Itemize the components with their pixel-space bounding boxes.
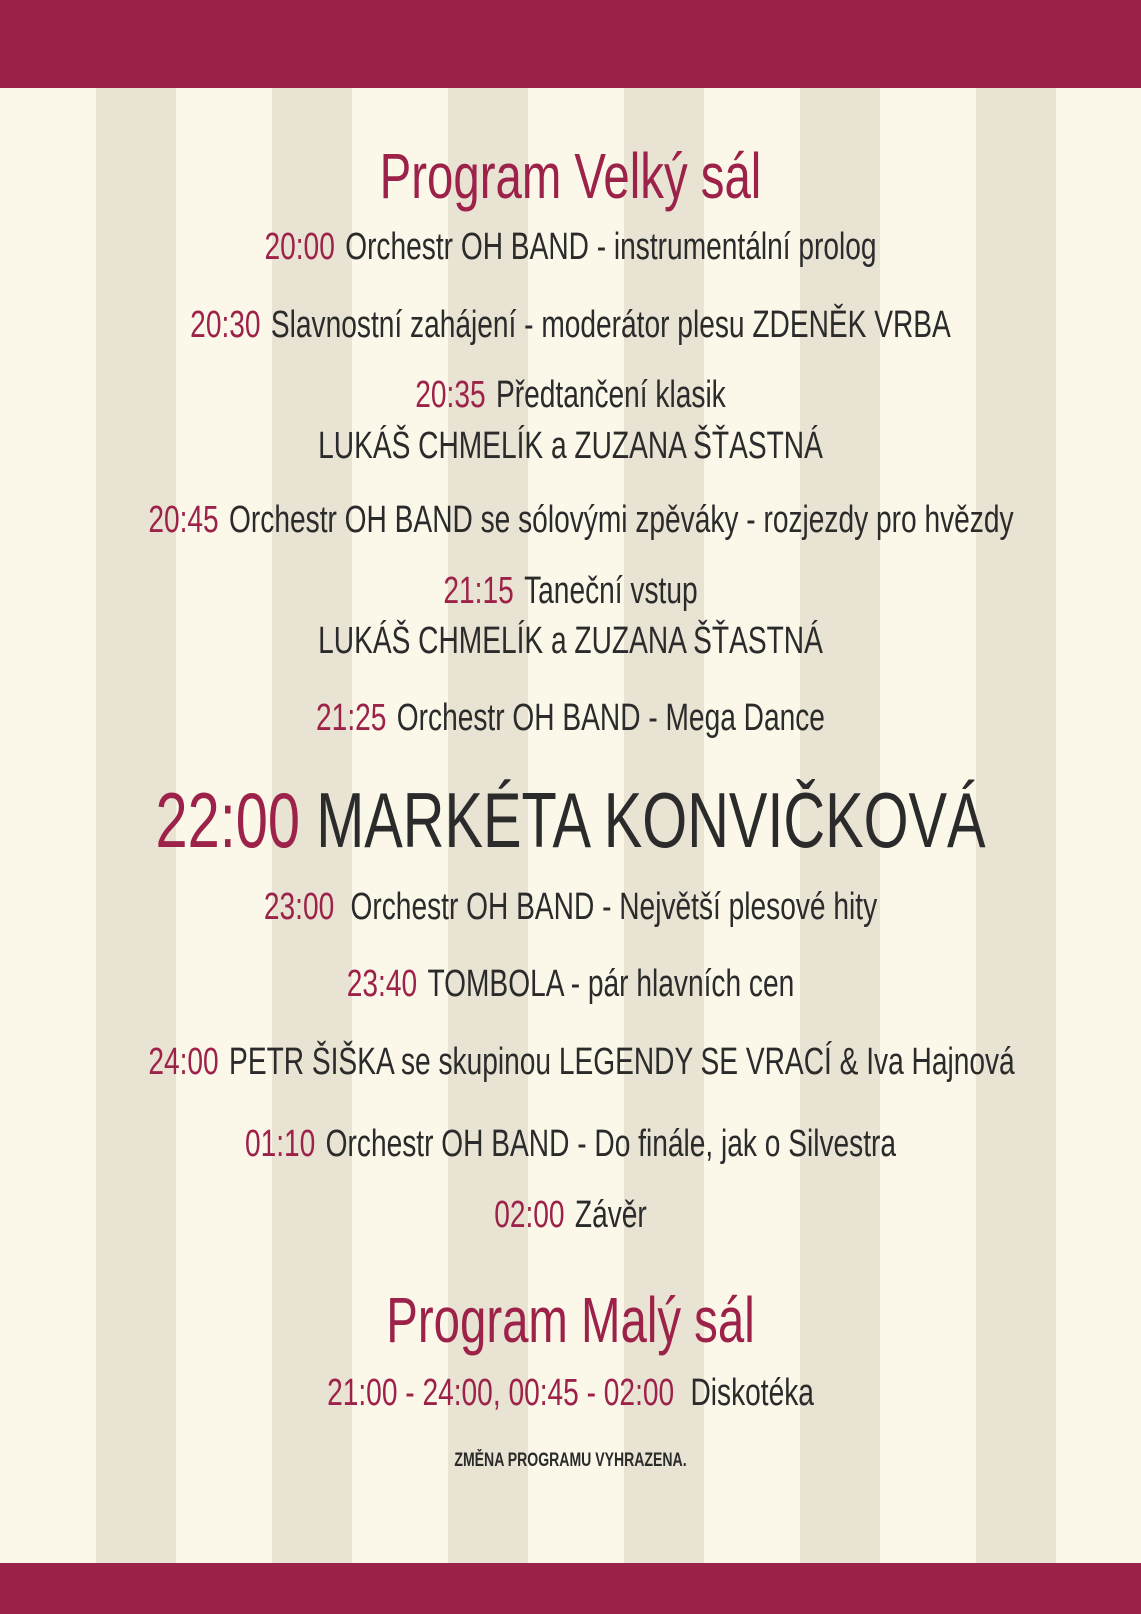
program-time: 23:00 — [263, 886, 335, 928]
program-time: 21:15 — [443, 570, 514, 612]
program-subtext: LUKÁŠ CHMELÍK a ZUZANA ŠŤASTNÁ — [318, 620, 823, 662]
program-change-note: ZMĚNA PROGRAMU VYHRAZENA. — [454, 1450, 687, 1471]
program-item — [148, 884, 992, 930]
program-text: Předtančení klasik — [495, 374, 726, 416]
program-time: 01:10 — [244, 1123, 316, 1165]
program-text: Závěr — [574, 1194, 647, 1236]
maly-sal-title: Program Malý sál — [386, 1284, 755, 1356]
velky-sal-title: Program Velký sál — [379, 140, 762, 212]
program-item — [148, 961, 992, 1007]
program-item-headliner — [148, 776, 992, 864]
maly-sal-item — [148, 1370, 992, 1416]
program-text: TOMBOLA - pár hlavních cen — [427, 963, 795, 1005]
program-text: Orchestr OH BAND se sólovými zpěváky - rozjezdy pro hvězdy — [229, 499, 1014, 541]
program-item — [148, 695, 992, 741]
program-item — [148, 1121, 992, 1167]
program-item — [148, 224, 992, 270]
program-text: Slavnostní zahájení - moderátor plesu ZDENĚK VRBA — [270, 304, 951, 346]
program-item — [148, 568, 992, 614]
program-time: 21:00 - 24:00, 00:45 - 02:00 — [327, 1372, 675, 1414]
top-band — [0, 0, 1141, 88]
program-time: 23:40 — [346, 963, 418, 1005]
program-time: 20:45 — [148, 499, 219, 541]
program-text: Diskotéka — [690, 1372, 814, 1414]
program-text: Orchestr OH BAND - instrumentální prolog — [345, 226, 877, 268]
program-text: Taneční vstup — [524, 570, 698, 612]
program-time: 20:35 — [415, 374, 486, 416]
program-time: 24:00 — [148, 1041, 219, 1083]
program-text: MARKÉTA KONVIČKOVÁ — [316, 776, 986, 864]
program-item — [148, 372, 992, 418]
program-text: Orchestr OH BAND - Největší plesové hity — [350, 886, 878, 928]
program-item — [148, 302, 992, 348]
program-text: PETR ŠIŠKA se skupinou LEGENDY SE VRACÍ & Iva Hajnová — [229, 1041, 1015, 1083]
program-item — [148, 1192, 992, 1238]
program-time: 22:00 — [155, 776, 300, 864]
program-time: 02:00 — [494, 1194, 565, 1236]
program-item — [148, 497, 1014, 543]
program-text: Orchestr OH BAND - Do finále, jak o Silvestra — [325, 1123, 897, 1165]
program-time: 20:00 — [264, 226, 335, 268]
program-subtext: LUKÁŠ CHMELÍK a ZUZANA ŠŤASTNÁ — [318, 425, 823, 467]
program-text: Orchestr OH BAND - Mega Dance — [396, 697, 825, 739]
program-item — [148, 1039, 1015, 1085]
program-time: 21:25 — [316, 697, 387, 739]
program-time: 20:30 — [190, 304, 261, 346]
bottom-band — [0, 1563, 1141, 1614]
